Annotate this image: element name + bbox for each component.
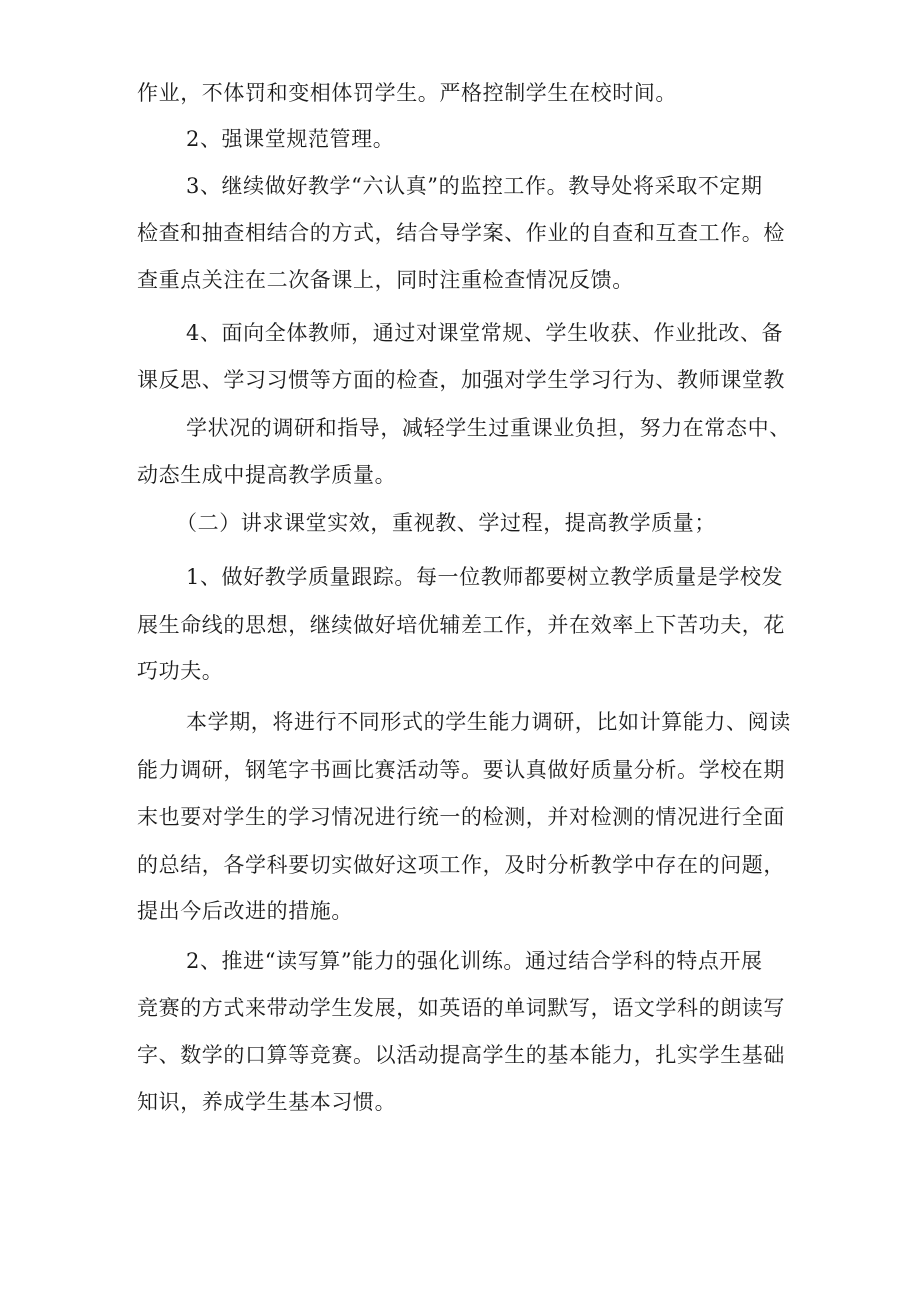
text-line: 学状况的调研和指导，减轻学生过重课业负担，努力在常态中、 xyxy=(186,416,791,440)
text-line: 4、面向全体教师，通过对课堂常规、学生收获、作业批改、备 xyxy=(186,321,784,345)
text-line: 知识，养成学生基本习惯。 xyxy=(137,1090,397,1114)
text-line: 的总结，各学科要切实做好这项工作，及时分析教学中存在的问题， xyxy=(137,853,785,877)
text-line: 2、强课堂规范管理。 xyxy=(186,127,395,151)
text-line: 课反思、学习习惯等方面的检查，加强对学生学习行为、教师课堂教 xyxy=(137,368,785,392)
text-line: 字、数学的口算等竞赛。以活动提高学生的基本能力，扎实学生基础 xyxy=(137,1043,785,1067)
text-line: 本学期，将进行不同形式的学生能力调研，比如计算能力、阅读 xyxy=(186,710,791,734)
text-line: 末也要对学生的学习情况进行统一的检测，并对检测的情况进行全面 xyxy=(137,805,785,829)
text-line: 2、推进“读写算”能力的强化训练。通过结合学科的特点开展 xyxy=(186,949,763,973)
text-line: 提出今后改进的措施。 xyxy=(137,899,353,923)
text-line: 检查和抽查相结合的方式，结合导学案、作业的自查和互查工作。检 xyxy=(137,221,785,245)
section-heading: （二）讲求课堂实效，重视教、学过程，提高教学质量； xyxy=(176,511,716,535)
text-line: 3、继续做好教学“六认真”的监控工作。教导处将采取不定期 xyxy=(186,174,763,198)
text-line: 动态生成中提高教学质量。 xyxy=(137,463,397,487)
text-line: 竞赛的方式来带动学生发展，如英语的单词默写，语文学科的朗读写 xyxy=(137,996,785,1020)
text-line: 作业，不体罚和变相体罚学生。严格控制学生在校时间。 xyxy=(137,81,677,105)
text-line: 1、做好教学质量跟踪。每一位教师都要树立教学质量是学校发 xyxy=(186,565,784,589)
text-line: 查重点关注在二次备课上，同时注重检查情况反馈。 xyxy=(137,268,634,292)
text-line: 能力调研，钢笔字书画比赛活动等。要认真做好质量分析。学校在期 xyxy=(137,758,785,782)
text-line: 展生命线的思想，继续做好培优辅差工作，并在效率上下苦功夫，花 xyxy=(137,613,785,637)
text-line: 巧功夫。 xyxy=(137,659,224,683)
